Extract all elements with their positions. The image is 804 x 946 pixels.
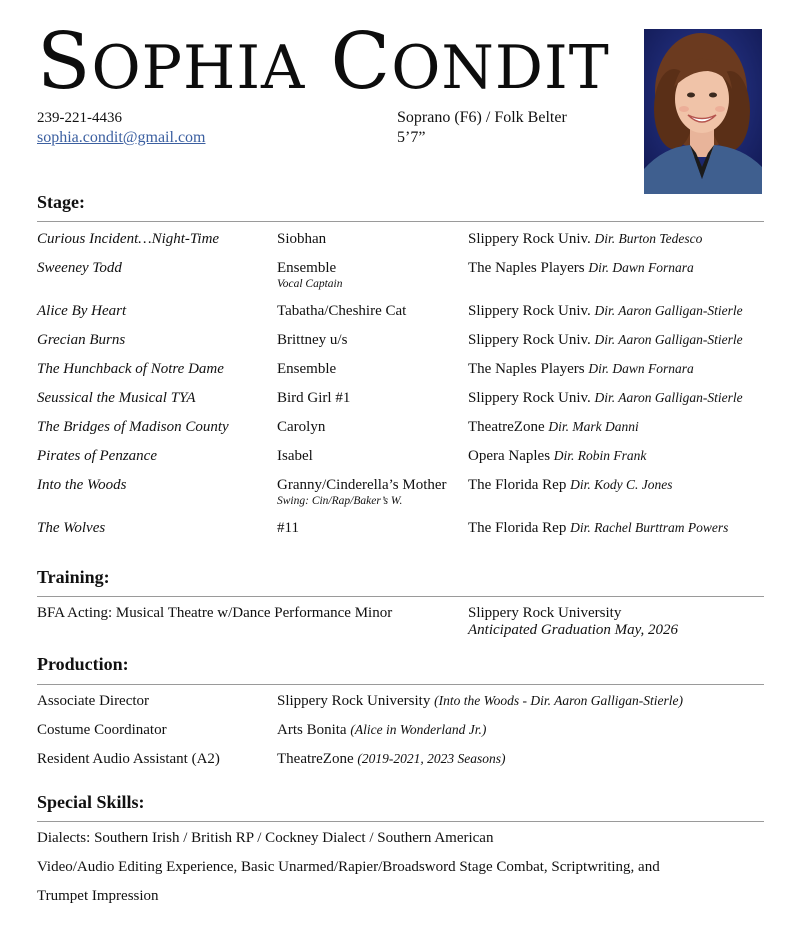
stage-credit-row: [37, 520, 777, 548]
company-name: Slippery Rock Univ.: [468, 332, 591, 348]
show-title: Into the Woods: [37, 477, 127, 493]
role-cell: [277, 361, 336, 378]
director-name: Dir. Burton Tedesco: [594, 231, 703, 246]
role-cell: [277, 260, 343, 291]
show-title: Grecian Burns: [37, 332, 126, 348]
email-link[interactable]: sophia.condit@gmail.com: [37, 129, 206, 146]
company-name: Slippery Rock Univ.: [468, 390, 591, 406]
production-org: TheatreZone: [277, 751, 354, 767]
name-heading: SOPHIA CONDIT: [37, 17, 610, 107]
company-cell: [468, 520, 728, 537]
company-cell: [468, 303, 743, 320]
role-name: Ensemble: [277, 361, 337, 377]
production-note: (Into the Woods - Dir. Aaron Galligan-Stierle): [434, 693, 683, 708]
skills-heading: Special Skills:: [37, 792, 145, 812]
production-org: Arts Bonita: [277, 722, 347, 738]
company-cell: [468, 231, 702, 248]
show-title: Curious Incident…Night-Time: [37, 231, 220, 247]
company-cell: [468, 260, 694, 277]
director-name: Dir. Dawn Fornara: [588, 260, 694, 275]
company-name: The Naples Players: [468, 361, 585, 377]
stage-credit-row: [37, 361, 777, 389]
vitals-block: [397, 108, 567, 148]
role-name: #11: [277, 520, 299, 536]
show-title: Pirates of Penzance: [37, 448, 157, 464]
role-note: Swing: Cin/Rap/Baker’s W.: [277, 495, 403, 507]
role-cell: [277, 303, 406, 320]
production-heading: Production:: [37, 654, 129, 674]
contact-block: [37, 108, 205, 148]
company-name: The Florida Rep: [468, 477, 567, 493]
show-title: Alice By Heart: [37, 303, 127, 319]
company-cell: [468, 448, 646, 465]
stage-heading: Stage:: [37, 192, 85, 212]
training-divider: [37, 596, 764, 597]
skills-line: Trumpet Impression: [37, 888, 159, 904]
stage-credit-row: [37, 390, 777, 418]
skills-line: Video/Audio Editing Experience, Basic Unarmed/Rapier/Broadsword Stage Combat, Scriptwriting, and: [37, 859, 660, 875]
show-title: The Wolves: [37, 520, 106, 536]
production-credit-row: [37, 693, 777, 721]
phone-number: 239-221-4436: [37, 110, 122, 126]
voice-type: Soprano (F6) / Folk Belter: [397, 109, 567, 126]
role-cell: [277, 231, 326, 248]
company-cell: [468, 361, 694, 378]
production-org-cell: [277, 751, 506, 768]
training-degree: BFA Acting: Musical Theatre w/Dance Performance Minor: [37, 605, 393, 621]
show-title: The Hunchback of Notre Dame: [37, 361, 224, 377]
stage-credit-row: [37, 448, 777, 476]
show-title: Sweeney Todd: [37, 260, 122, 276]
production-org-cell: [277, 722, 486, 739]
production-role: Associate Director: [37, 693, 150, 709]
stage-credit-row: [37, 260, 777, 288]
company-cell: [468, 419, 639, 436]
height: 5’7”: [397, 129, 426, 146]
company-cell: [468, 332, 743, 349]
stage-credit-row: [37, 303, 777, 331]
company-name: Slippery Rock Univ.: [468, 303, 591, 319]
role-name: Brittney u/s: [277, 332, 348, 348]
production-note: (Alice in Wonderland Jr.): [350, 722, 487, 737]
role-note: Vocal Captain: [277, 278, 343, 290]
company-name: Slippery Rock Univ.: [468, 231, 591, 247]
production-divider: [37, 684, 764, 685]
production-role: Resident Audio Assistant (A2): [37, 751, 220, 767]
role-cell: [277, 419, 325, 436]
show-title: Seussical the Musical TYA: [37, 390, 196, 406]
director-name: Dir. Mark Danni: [548, 419, 639, 434]
training-row: [37, 605, 777, 645]
company-cell: [468, 390, 743, 407]
production-credit-row: [37, 722, 777, 750]
training-heading: Training:: [37, 567, 110, 587]
headshot-photo: [644, 29, 762, 194]
director-name: Dir. Aaron Galligan-Stierle: [594, 390, 743, 405]
skills-line: Dialects: Southern Irish / British RP / Cockney Dialect / Southern American: [37, 830, 494, 846]
production-org-cell: [277, 693, 683, 710]
production-role: Costume Coordinator: [37, 722, 167, 738]
skills-divider: [37, 821, 764, 822]
company-name: The Florida Rep: [468, 520, 567, 536]
role-name: Bird Girl #1: [277, 390, 351, 406]
training-school-block: [468, 605, 678, 639]
director-name: Dir. Rachel Burttram Powers: [570, 520, 729, 535]
role-cell: [277, 332, 347, 349]
company-name: TheatreZone: [468, 419, 545, 435]
stage-credit-row: [37, 419, 777, 447]
role-cell: [277, 520, 299, 537]
company-cell: [468, 477, 672, 494]
company-name: The Naples Players: [468, 260, 585, 276]
director-name: Dir. Aaron Galligan-Stierle: [594, 303, 743, 318]
company-name: Opera Naples: [468, 448, 551, 464]
role-name: Carolyn: [277, 419, 326, 435]
director-name: Dir. Dawn Fornara: [588, 361, 694, 376]
training-school: Slippery Rock University: [468, 605, 622, 621]
production-credit-row: [37, 751, 777, 779]
role-name: Granny/Cinderella’s Mother: [277, 477, 447, 493]
role-cell: [277, 477, 447, 508]
director-name: Dir. Robin Frank: [553, 448, 647, 463]
role-name: Ensemble: [277, 260, 337, 276]
role-name: Isabel: [277, 448, 313, 464]
director-name: Dir. Aaron Galligan-Stierle: [594, 332, 743, 347]
role-cell: [277, 390, 350, 407]
role-cell: [277, 448, 313, 465]
production-org: Slippery Rock University: [277, 693, 431, 709]
stage-credit-row: [37, 332, 777, 360]
show-title: The Bridges of Madison County: [37, 419, 229, 435]
role-name: Tabatha/Cheshire Cat: [277, 303, 407, 319]
role-name: Siobhan: [277, 231, 327, 247]
stage-credit-row: [37, 231, 777, 259]
stage-credit-row: [37, 477, 777, 505]
stage-divider: [37, 221, 764, 222]
production-note: (2019-2021, 2023 Seasons): [357, 751, 506, 766]
director-name: Dir. Kody C. Jones: [570, 477, 673, 492]
training-graduation: Anticipated Graduation May, 2026: [468, 622, 678, 638]
